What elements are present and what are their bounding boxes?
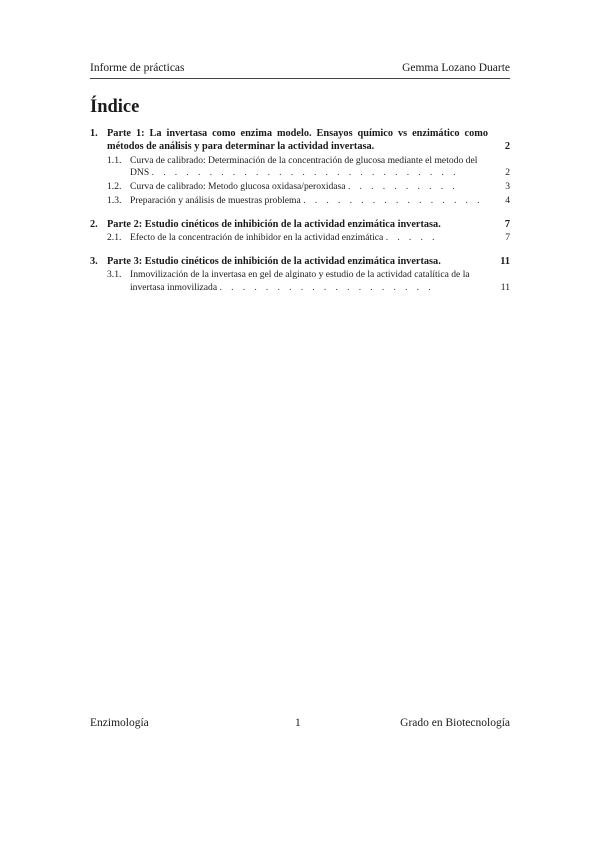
header-right: Gemma Lozano Duarte xyxy=(402,62,510,74)
toc-subsection-number: 1.2. xyxy=(107,181,122,192)
toc-leader-dots: . . . . . . . . . . . . . . . . xyxy=(303,195,483,206)
toc-section-title: Parte 2: Estudio cinéticos de inhibición de la actividad enzimática invertasa. xyxy=(107,218,441,230)
page-title: Índice xyxy=(90,97,140,117)
toc-subsection[interactable] xyxy=(90,155,510,180)
footer-right: Grado en Biotecnología xyxy=(400,717,510,729)
toc-section[interactable] xyxy=(90,127,510,153)
toc-subsection-page: 3 xyxy=(505,181,510,192)
toc-section-title: Parte 3: Estudio cinéticos de inhibición de la actividad enzimática invertasa. xyxy=(107,255,441,267)
toc-section-title: Parte 1: La invertasa como enzima modelo. Ensayos químico vs enzimático como métodos de análisis y para determinar la actividad invertasa. xyxy=(107,128,488,152)
toc-subsection-title: Preparación y análisis de muestras problema xyxy=(130,195,301,206)
toc-subsection-title: Curva de calibrado: Determinación de la concentración de glucosa mediante el metodo del DNS xyxy=(130,154,478,178)
toc-subsection-number: 2.1. xyxy=(107,232,122,243)
toc-subsection-number: 3.1. xyxy=(107,269,122,280)
header-rule xyxy=(90,78,510,79)
footer-left: Enzimología xyxy=(90,717,149,729)
table-of-contents xyxy=(90,127,510,294)
toc-leader-dots: . . . . . . . . . . xyxy=(347,181,459,192)
toc-subsection-page: 11 xyxy=(500,281,510,293)
toc-subsection[interactable] xyxy=(90,269,510,294)
header-left: Informe de prácticas xyxy=(90,62,185,74)
toc-section-number: 3. xyxy=(90,255,98,267)
toc-section[interactable] xyxy=(90,218,510,231)
toc-subsection-title: Efecto de la concentración de inhibidor en la actividad enzimática xyxy=(130,232,384,243)
toc-section-page: 7 xyxy=(504,218,510,230)
toc-section-page: 11 xyxy=(500,255,510,267)
toc-subsection[interactable] xyxy=(90,181,510,194)
toc-subsection-number: 1.1. xyxy=(107,154,122,166)
toc-subsection-number: 1.3. xyxy=(107,195,122,206)
toc-subsection-title: Curva de calibrado: Metodo glucosa oxidasa/peroxidasa xyxy=(130,181,346,192)
toc-section-number: 1. xyxy=(90,128,98,139)
toc-leader-dots: . . . . . . . . . . . . . . . . . . . xyxy=(219,281,435,293)
toc-subsection-page: 4 xyxy=(505,195,510,206)
page-number: 1 xyxy=(295,717,301,729)
toc-subsection[interactable] xyxy=(90,195,510,208)
toc-subsection[interactable] xyxy=(90,232,510,245)
toc-subsection-page: 7 xyxy=(505,232,510,243)
toc-subsection-title: Inmovilización de la invertasa en gel de alginato y estudio de la actividad catalítica de la invertasa inmovilizada xyxy=(130,269,470,293)
toc-section-page: 2 xyxy=(504,141,510,152)
toc-leader-dots: . . . . . xyxy=(385,232,438,243)
toc-leader-dots: . . . . . . . . . . . . . . . . . . . . . . . . . . . xyxy=(151,167,459,178)
toc-section-number: 2. xyxy=(90,218,98,230)
toc-section[interactable] xyxy=(90,255,510,268)
running-header xyxy=(90,62,510,78)
toc-subsection-page: 2 xyxy=(505,167,510,178)
